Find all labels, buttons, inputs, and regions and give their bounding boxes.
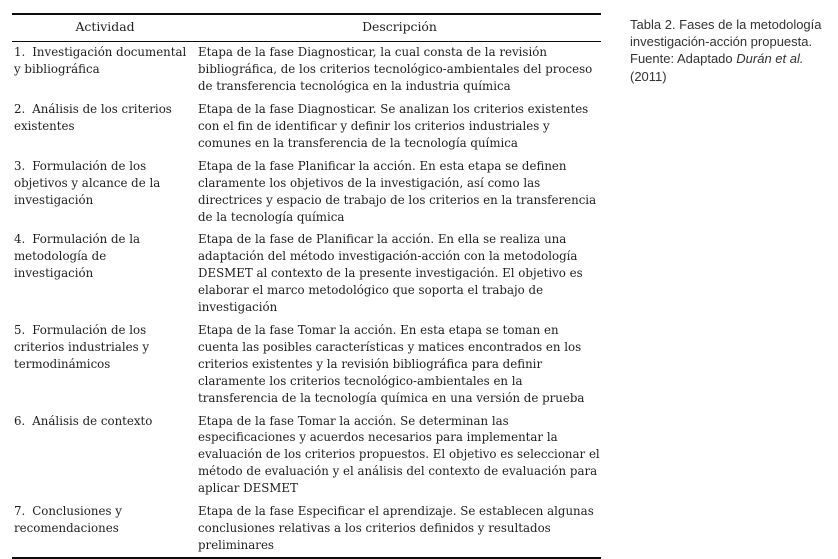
activity-cell — [12, 99, 198, 156]
description-cell — [198, 99, 601, 156]
table-row — [12, 155, 601, 229]
activity-text: Análisis de los criterios existentes — [14, 102, 172, 134]
activity-text: Formulación de los objetivos y alcance de la investigación — [14, 158, 161, 207]
activity-number: 1. — [14, 45, 26, 60]
activity-cell — [12, 410, 198, 501]
table-row — [12, 320, 601, 411]
description-text: Etapa de la fase Diagnosticar. Se analizan los criterios existentes con el fin de identificar y definir los criterios industriales y comunes en la transferencia de la tecnología química — [198, 102, 589, 150]
activity-text: Investigación documental y bibliográfica — [14, 45, 187, 77]
activity-cell — [12, 229, 198, 320]
activity-number: 3. — [14, 158, 26, 173]
description-text: Etapa de la fase Especificar el aprendizaje. Se establecen algunas conclusiones relativas a los criterios definidos y resultados preliminares — [198, 504, 594, 552]
caption-text: Tabla 2. Fases de la metodología investigación-acción propuesta. Fuente: Adaptado — [630, 17, 822, 67]
activity-cell — [12, 501, 198, 559]
table-body — [12, 41, 601, 558]
table-row — [12, 41, 601, 98]
description-text: Etapa de la fase Tomar la acción. En esta etapa se toman en cuenta las posibles características y matices encontrados en los criterios existentes y la revisión bibliográfica para definir claramente los criterios tecnológico-ambientales en la transferencia de la tecnología química en una versión de prueba — [198, 323, 585, 405]
methodology-table — [12, 13, 601, 559]
activity-text: Conclusiones y recomendaciones — [14, 504, 122, 535]
description-text: Etapa de la fase Tomar la acción. Se determinan las especificaciones y acuerdos necesarios para implementar la evaluación de los criterios propuestos. El objetivo es seleccionar el método de evaluación y el análisis del contexto de evaluación para aplicar DESMET — [198, 413, 600, 496]
caption-year: (2011) — [630, 68, 667, 84]
description-cell — [198, 155, 601, 229]
column-header-descripcion: Descripción — [198, 14, 601, 41]
activity-cell — [12, 155, 198, 229]
table-row — [12, 410, 601, 501]
activity-number: 6. — [14, 413, 26, 428]
activity-number: 4. — [14, 232, 26, 247]
column-header-actividad: Actividad — [12, 14, 198, 41]
table-caption — [630, 16, 836, 85]
table-row — [12, 99, 601, 156]
description-cell — [198, 501, 601, 559]
description-text: Etapa de la fase Diagnosticar, la cual consta de la revisión bibliográfica, de los criterios tecnológico-ambientales del proceso de transferencia tecnológica en la industria química — [198, 45, 593, 94]
table-fases-metodologia — [12, 13, 601, 559]
activity-cell — [12, 320, 198, 411]
table-row — [12, 501, 601, 559]
activity-text: Formulación de la metodología de investigación — [14, 232, 141, 281]
description-cell — [198, 41, 601, 98]
description-text: Etapa de la fase Planificar la acción. En esta etapa se definen claramente los objetivos de la investigación, así como las directrices y espacio de trabajo de los criterios en la transferencia de la tecnología química — [198, 158, 597, 224]
activity-number: 2. — [14, 102, 26, 117]
activity-number: 7. — [14, 504, 26, 519]
activity-cell — [12, 41, 198, 98]
description-text: Etapa de la fase de Planificar la acción. En ella se realiza una adaptación del método investigación-acción con la metodología DESMET al contexto de la presente investigación. El objetivo es elaborar el marco metodológico que soporta el trabajo de investigación — [198, 232, 583, 315]
caption-source-italic: Durán et al. — [736, 51, 804, 67]
activity-text: Análisis de contexto — [32, 413, 153, 428]
description-cell — [198, 320, 601, 411]
description-cell — [198, 410, 601, 501]
activity-number: 5. — [14, 323, 26, 337]
activity-text: Formulación de los criterios industriales y termodinámicos — [14, 323, 150, 371]
table-header-row — [12, 14, 601, 41]
table-row — [12, 229, 601, 320]
description-cell — [198, 229, 601, 320]
